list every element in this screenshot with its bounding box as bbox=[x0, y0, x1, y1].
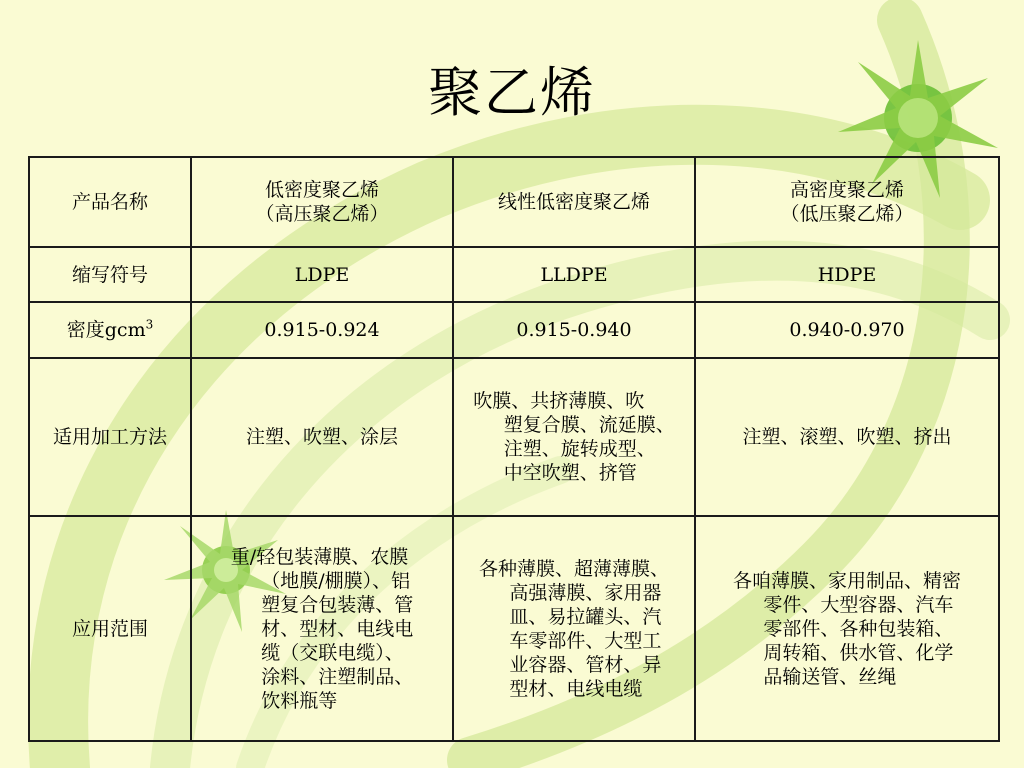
table-row-applications bbox=[29, 516, 999, 741]
column-header-hdpe bbox=[695, 157, 999, 247]
text-line: 材、型材、电线电 bbox=[261, 617, 414, 640]
row-label-abbreviation: 缩写符号 bbox=[29, 247, 191, 302]
column-header-ldpe bbox=[191, 157, 453, 247]
text-line: 皿、易拉罐头、汽 bbox=[509, 605, 662, 628]
text-line: 涂料、注塑制品、 bbox=[261, 665, 414, 688]
text-line: 塑复合膜、流延膜、 bbox=[503, 414, 675, 436]
text-line: 中空吹塑、挤管 bbox=[503, 462, 637, 484]
text-line: 饮料瓶等 bbox=[261, 689, 338, 712]
cell-applications-hdpe bbox=[695, 516, 999, 741]
text-line: 各种薄膜、超薄薄膜、 bbox=[478, 557, 669, 580]
cell-processing-hdpe: 注塑、滚塑、吹塑、挤出 bbox=[695, 358, 999, 516]
text-line: 业容器、管材、异 bbox=[509, 653, 662, 676]
cell-density-ldpe: 0.915-0.924 bbox=[191, 302, 453, 358]
cell-processing-lldpe bbox=[453, 358, 695, 516]
cell-abbr-ldpe: LDPE bbox=[191, 247, 453, 302]
text-line: 型材、电线电缆 bbox=[509, 677, 643, 700]
text-line: 高强薄膜、家用器 bbox=[509, 581, 662, 604]
row-label-product-name: 产品名称 bbox=[29, 157, 191, 247]
table-row-density bbox=[29, 302, 999, 358]
hdpe-alias: （低压聚乙烯） bbox=[780, 203, 914, 225]
column-header-lldpe: 线性低密度聚乙烯 bbox=[453, 157, 695, 247]
table-row-abbreviation bbox=[29, 247, 999, 302]
text-line: 零件、大型容器、汽车 bbox=[763, 593, 954, 616]
row-label-density bbox=[29, 302, 191, 358]
table-row-processing bbox=[29, 358, 999, 516]
text-line: 注塑、旋转成型、 bbox=[503, 438, 656, 460]
cell-density-hdpe: 0.940-0.970 bbox=[695, 302, 999, 358]
text-line: 零部件、各种包装箱、 bbox=[763, 617, 954, 640]
applications-ldpe-text bbox=[231, 545, 413, 713]
density-unit-exponent: 3 bbox=[145, 317, 154, 332]
text-line: 塑复合包装薄、管 bbox=[261, 593, 414, 616]
cell-processing-ldpe: 注塑、吹塑、涂层 bbox=[191, 358, 453, 516]
text-line: 吹膜、共挤薄膜、吹 bbox=[473, 390, 645, 412]
text-line: 重/轻包装薄膜、农膜 bbox=[230, 545, 409, 568]
polyethylene-comparison-table bbox=[28, 156, 1000, 742]
density-label-text: 密度gcm bbox=[66, 319, 146, 341]
row-label-processing: 适用加工方法 bbox=[29, 358, 191, 516]
ldpe-name: 低密度聚乙烯 bbox=[264, 179, 379, 201]
ldpe-alias: （高压聚乙烯） bbox=[255, 203, 389, 225]
applications-lldpe-text bbox=[479, 557, 669, 701]
text-line: 车零部件、大型工 bbox=[509, 629, 662, 652]
text-line: （地膜/棚膜）、铝 bbox=[261, 569, 411, 592]
text-line: 缆（交联电缆）、 bbox=[261, 641, 404, 664]
cell-abbr-hdpe: HDPE bbox=[695, 247, 999, 302]
table-row-header bbox=[29, 157, 999, 247]
row-label-applications: 应用范围 bbox=[29, 516, 191, 741]
applications-hdpe-text bbox=[733, 569, 961, 689]
cell-applications-ldpe bbox=[191, 516, 453, 741]
text-line: 品输送管、丝绳 bbox=[763, 665, 897, 688]
processing-lldpe-text bbox=[473, 389, 674, 485]
cell-abbr-lldpe: LLDPE bbox=[453, 247, 695, 302]
slide-title: 聚乙烯 bbox=[428, 61, 596, 124]
text-line: 周转箱、供水管、化学 bbox=[763, 641, 954, 664]
cell-density-lldpe: 0.915-0.940 bbox=[453, 302, 695, 358]
hdpe-name: 高密度聚乙烯 bbox=[789, 179, 904, 201]
cell-applications-lldpe bbox=[453, 516, 695, 741]
text-line: 各咱薄膜、家用制品、精密 bbox=[732, 569, 961, 592]
